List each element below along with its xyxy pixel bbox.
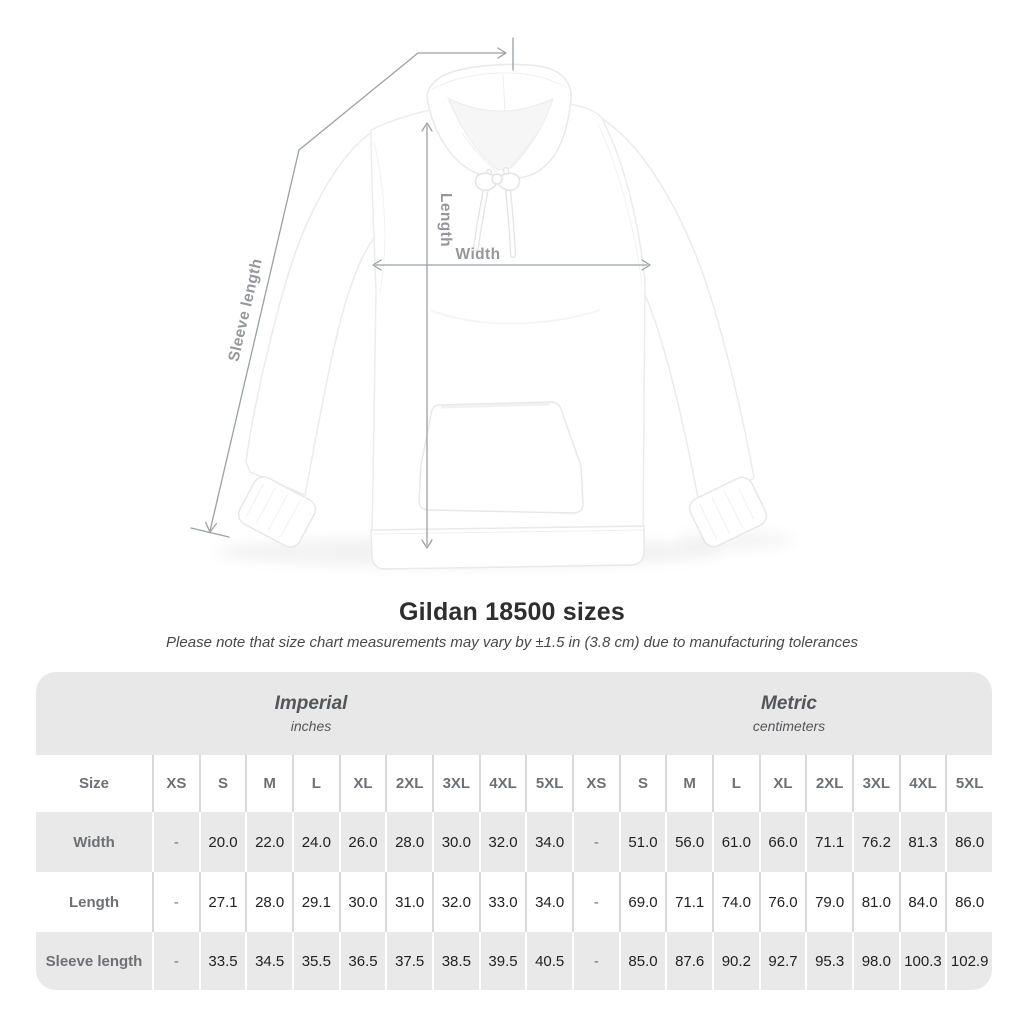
value-cell: 33.0 [479,872,526,932]
size-header-metric-m: M [665,755,712,812]
value-cell: 30.0 [432,812,479,872]
value-cell: 84.0 [899,872,946,932]
sleeve-length-label: Sleeve length [225,256,266,364]
metric-label: Metric [761,693,817,714]
size-grid [36,755,992,990]
value-cell: 85.0 [619,932,666,990]
imperial-label: Imperial [274,693,348,714]
value-cell: 34.0 [525,872,572,932]
value-cell: 34.0 [525,812,572,872]
value-cell: - [572,932,619,990]
value-cell: 29.1 [292,872,339,932]
hoodie-left-sleeve [246,132,378,495]
value-cell: 86.0 [945,872,992,932]
value-cell: 90.2 [712,932,759,990]
size-header-imperial-l: L [292,755,339,812]
value-cell: 32.0 [479,812,526,872]
value-cell: 66.0 [759,812,806,872]
value-cell: 37.5 [385,932,432,990]
value-cell: 36.5 [339,932,386,990]
value-cell: 61.0 [712,812,759,872]
value-cell: 32.0 [432,872,479,932]
value-cell: 74.0 [712,872,759,932]
value-cell: 76.0 [759,872,806,932]
hoodie-pocket [419,402,583,513]
size-header-metric-2xl: 2XL [805,755,852,812]
value-cell: 33.5 [199,932,246,990]
size-header-imperial-m: M [245,755,292,812]
width-label: Width [455,246,501,263]
value-cell: 71.1 [665,872,712,932]
imperial-sublabel: inches [290,718,332,734]
value-cell: - [152,932,199,990]
size-header-imperial-xs: XS [152,755,199,812]
value-cell: 28.0 [385,812,432,872]
size-header-metric-s: S [619,755,666,812]
size-header-metric-l: L [712,755,759,812]
value-cell: 38.5 [432,932,479,990]
value-cell: 39.5 [479,932,526,990]
unit-header-band [36,672,992,755]
value-cell: 30.0 [339,872,386,932]
size-header-imperial-2xl: 2XL [385,755,432,812]
value-cell: 92.7 [759,932,806,990]
value-cell: 81.3 [899,812,946,872]
size-column-header: Size [36,755,152,812]
value-cell: 51.0 [619,812,666,872]
hoodie-illustration [215,64,795,569]
value-cell: 27.1 [199,872,246,932]
length-label: Length [437,192,454,248]
value-cell: 81.0 [852,872,899,932]
size-header-metric-xs: XS [572,755,619,812]
size-header-imperial-s: S [199,755,246,812]
value-cell: 28.0 [245,872,292,932]
value-cell: 24.0 [292,812,339,872]
unit-group-imperial [36,672,586,755]
value-cell: 71.1 [805,812,852,872]
row-label-sleeve-length: Sleeve length [36,932,152,990]
page-title: Gildan 18500 sizes [399,598,625,626]
value-cell: - [152,812,199,872]
size-header-imperial-3xl: 3XL [432,755,479,812]
value-cell: 95.3 [805,932,852,990]
value-cell: 56.0 [665,812,712,872]
size-header-metric-5xl: 5XL [945,755,992,812]
value-cell: - [152,872,199,932]
value-cell: 34.5 [245,932,292,990]
size-header-imperial-4xl: 4XL [479,755,526,812]
value-cell: 98.0 [852,932,899,990]
row-label-width: Width [36,812,152,872]
size-table [36,672,992,990]
size-header-metric-4xl: 4XL [899,755,946,812]
size-header-imperial-xl: XL [339,755,386,812]
value-cell: 87.6 [665,932,712,990]
value-cell: 100.3 [899,932,946,990]
value-cell: 86.0 [945,812,992,872]
value-cell: 22.0 [245,812,292,872]
row-label-length: Length [36,872,152,932]
value-cell: 76.2 [852,812,899,872]
value-cell: - [572,812,619,872]
page-subtitle: Please note that size chart measurements may vary by ±1.5 in (3.8 cm) due to manufacturing tolerances [166,634,858,651]
value-cell: 26.0 [339,812,386,872]
value-cell: - [572,872,619,932]
value-cell: 20.0 [199,812,246,872]
value-cell: 40.5 [525,932,572,990]
metric-sublabel: centimeters [752,718,826,734]
unit-group-metric [586,672,992,755]
size-header-imperial-5xl: 5XL [525,755,572,812]
size-header-metric-3xl: 3XL [852,755,899,812]
value-cell: 35.5 [292,932,339,990]
value-cell: 69.0 [619,872,666,932]
value-cell: 79.0 [805,872,852,932]
size-header-metric-xl: XL [759,755,806,812]
value-cell: 102.9 [945,932,992,990]
value-cell: 31.0 [385,872,432,932]
